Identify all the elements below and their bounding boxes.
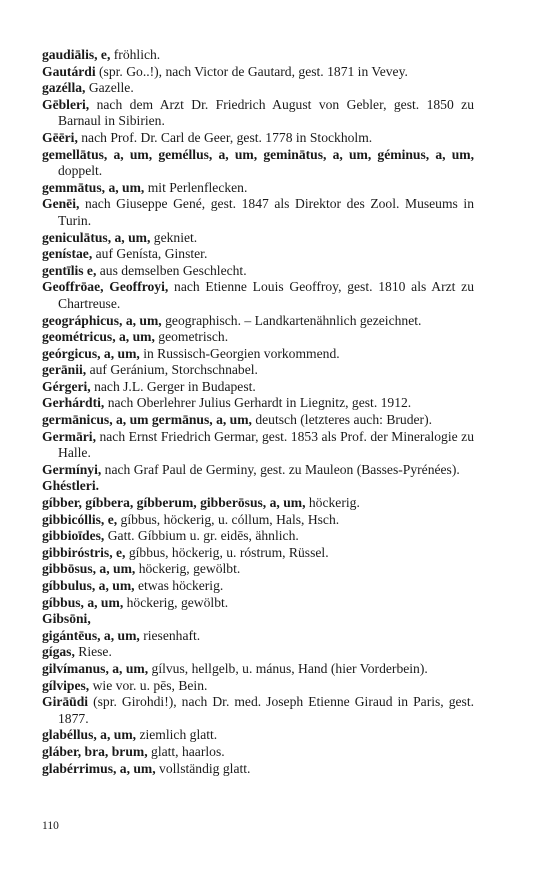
entry-definition: doppelt. [58, 163, 103, 179]
entry-definition: nach Prof. Dr. Carl de Geer, gest. 1778 in Stockholm. [77, 129, 373, 145]
entry-headword: gemmātus, a, um, [42, 179, 145, 195]
entry-headword: Ghéstleri. [42, 478, 100, 494]
entry-headword: Gēēri, [42, 129, 78, 145]
entry-definition: Gazelle. [85, 80, 134, 96]
entry-definition: gekniet. [150, 229, 198, 245]
entry-headword: Gibsōni, [42, 611, 91, 627]
entry-definition: wie vor. u. pēs, Bein. [89, 677, 208, 693]
entry-headword: gilvímanus, a, um, [42, 660, 149, 676]
dictionary-entry [42, 744, 474, 761]
dictionary-entry [42, 595, 474, 612]
entry-headword: gibbiróstris, e, [42, 544, 126, 560]
entry-definition: mit Perlenflecken. [144, 179, 248, 195]
dictionary-entry [42, 346, 474, 363]
entry-definition: in Russisch-Georgien vorkommend. [139, 345, 340, 361]
dictionary-entry [42, 478, 474, 495]
entry-definition: Gatt. Gíbbium u. gr. eidēs, ähnlich. [104, 528, 299, 544]
dictionary-entry [42, 694, 474, 727]
entry-definition: gíbbus, höckerig, u. róstrum, Rüssel. [125, 544, 329, 560]
dictionary-entry [42, 362, 474, 379]
dictionary-entry [42, 97, 474, 130]
entry-definition: aus demselben Geschlecht. [96, 262, 247, 278]
dictionary-entry [42, 64, 474, 81]
entry-definition: geometrisch. [154, 329, 229, 345]
dictionary-entry [42, 611, 474, 628]
dictionary-entry [42, 230, 474, 247]
dictionary-entry [42, 196, 474, 229]
entry-headword: Gēbleri, [42, 96, 90, 112]
entry-definition: glatt, haarlos. [147, 743, 225, 759]
entry-definition: höckerig, gewölbt. [135, 561, 241, 577]
entry-definition: höckerig, gewölbt. [123, 594, 229, 610]
entry-definition: nach J.L. Gerger in Budapest. [90, 378, 256, 394]
dictionary-entry [42, 661, 474, 678]
entry-definition: (spr. Girohdi!), nach Dr. med. Joseph Etienne Giraud in Paris, gest. 1877. [58, 694, 474, 726]
entry-definition: nach Graf Paul de Germiny, gest. zu Mauleon (Basses-Pyrénées). [101, 461, 460, 477]
entry-headword: Gérgeri, [42, 378, 91, 394]
entry-definition: auf Genísta, Ginster. [92, 246, 208, 262]
entry-headword: gemellātus, a, um, geméllus, a, um, geminātus, a, um, géminus, a, um, [42, 146, 474, 162]
entry-headword: gláber, bra, brum, [42, 743, 148, 759]
entry-definition: höckerig. [305, 495, 360, 511]
entry-headword: geométricus, a, um, [42, 329, 155, 345]
entry-headword: gílvipes, [42, 677, 90, 693]
entry-headword: gibbicóllis, e, [42, 511, 118, 527]
entry-definition: geographisch. – Landkartenähnlich gezeichnet. [161, 312, 422, 328]
dictionary-entry [42, 628, 474, 645]
entry-headword: gazélla, [42, 80, 86, 96]
dictionary-entry [42, 644, 474, 661]
entry-definition: gílvus, hellgelb, u. mánus, Hand (hier Vorderbein). [148, 660, 428, 676]
dictionary-entry [42, 47, 474, 64]
entry-definition: nach Giuseppe Gené, gest. 1847 als Direktor des Zool. Museums in Turin. [58, 196, 474, 228]
entry-definition: gíbbus, höckerig, u. cóllum, Hals, Hsch. [117, 511, 340, 527]
dictionary-entry [42, 528, 474, 545]
dictionary-entry [42, 329, 474, 346]
dictionary-entry [42, 279, 474, 312]
dictionary-entry [42, 379, 474, 396]
entry-headword: Germāri, [42, 428, 96, 444]
entry-headword: Germínyi, [42, 461, 102, 477]
dictionary-entry [42, 561, 474, 578]
dictionary-entry [42, 313, 474, 330]
entry-headword: gibbōsus, a, um, [42, 561, 136, 577]
entry-headword: gerānii, [42, 362, 87, 378]
entry-definition: nach Oberlehrer Julius Gerhardt in Liegnitz, gest. 1912. [104, 395, 412, 411]
entry-headword: Gerhárdti, [42, 395, 105, 411]
entry-headword: glabérrimus, a, um, [42, 760, 156, 776]
dictionary-entry [42, 462, 474, 479]
entry-headword: Gautárdi [42, 63, 96, 79]
entry-headword: Girāūdi [42, 694, 89, 710]
entry-definition: (spr. Go..!), nach Victor de Gautard, gest. 1871 in Vevey. [95, 63, 408, 79]
entry-definition: nach dem Arzt Dr. Friedrich August von Gebler, gest. 1850 zu Barnaul in Sibirien. [58, 96, 474, 129]
dictionary-entry [42, 429, 474, 462]
dictionary-entry [42, 545, 474, 562]
entry-headword: gaudiālis, e, [42, 47, 111, 62]
entry-headword: gentīlis e, [42, 262, 97, 278]
dictionary-entry [42, 412, 474, 429]
entry-headword: gíbber, gíbbera, gíbberum, gibberōsus, a, um, [42, 495, 306, 511]
page-number: 110 [42, 820, 59, 832]
entry-headword: gibbioīdes, [42, 528, 105, 544]
entry-definition: fröhlich. [110, 47, 161, 62]
entry-headword: geográphicus, a, um, [42, 312, 162, 328]
entry-headword: gígas, [42, 644, 75, 660]
entry-headword: gíbbus, a, um, [42, 594, 124, 610]
dictionary-entry [42, 147, 474, 180]
dictionary-entry [42, 80, 474, 97]
entry-definition: Riese. [74, 644, 112, 660]
entry-definition: nach Ernst Friedrich Germar, gest. 1853 als Prof. der Mineralogie zu Halle. [58, 428, 474, 461]
entry-definition: auf Geránium, Storchschnabel. [86, 362, 258, 378]
dictionary-entries [42, 47, 474, 777]
entry-headword: Genēi, [42, 196, 80, 212]
dictionary-entry [42, 246, 474, 263]
dictionary-entry [42, 130, 474, 147]
dictionary-entry [42, 263, 474, 280]
entry-definition: vollständig glatt. [155, 760, 251, 776]
entry-headword: geórgicus, a, um, [42, 345, 140, 361]
dictionary-entry [42, 180, 474, 197]
dictionary-entry [42, 495, 474, 512]
entry-headword: Geoffrōae, Geoffroyi, [42, 279, 169, 295]
dictionary-entry [42, 578, 474, 595]
dictionary-entry [42, 395, 474, 412]
entry-headword: glabéllus, a, um, [42, 727, 137, 743]
dictionary-entry [42, 512, 474, 529]
entry-definition: deutsch (letzteres auch: Bruder). [251, 412, 432, 428]
entry-definition: nach Etienne Louis Geoffroy, gest. 1810 als Arzt zu Chartreuse. [58, 279, 474, 311]
entry-headword: gíbbulus, a, um, [42, 578, 135, 593]
entry-definition: ziemlich glatt. [136, 727, 218, 743]
entry-headword: genístae, [42, 246, 93, 262]
entry-headword: gigántēus, a, um, [42, 627, 140, 643]
dictionary-entry [42, 678, 474, 695]
entry-definition: riesenhaft. [139, 627, 201, 643]
entry-definition: etwas höckerig. [134, 578, 224, 593]
entry-headword: geniculātus, a, um, [42, 229, 151, 245]
dictionary-entry [42, 727, 474, 744]
entry-headword: germānicus, a, um germānus, a, um, [42, 412, 252, 428]
dictionary-entry [42, 761, 474, 778]
